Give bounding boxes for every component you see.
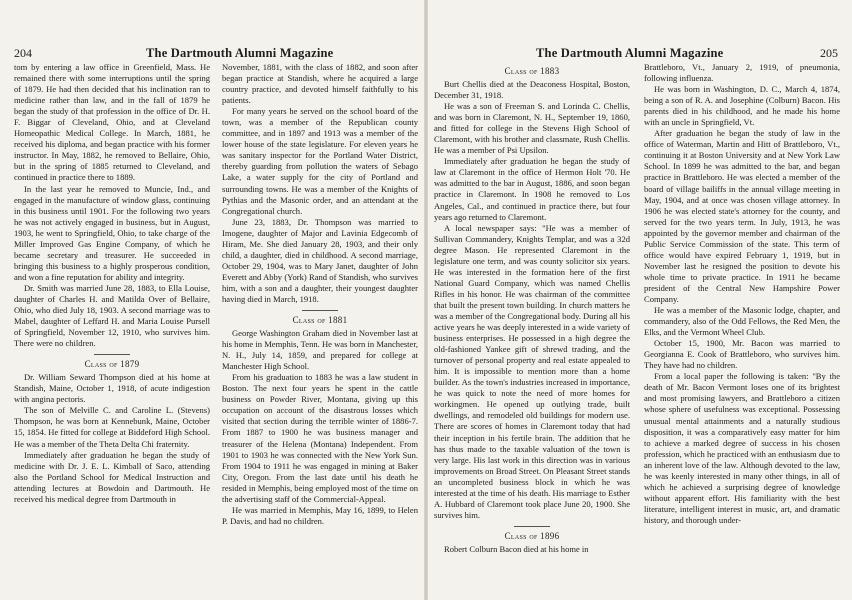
paragraph: June 23, 1883, Dr. Thompson was married to Imogene, daughter of Major and Lavinia Edgecomb of Hiram, Me. She died January 28, 1903, and their only child, a daughter, died in childhood. A second marriage, October 29, 1904, was to Mary Janet, daughter of John Everett and Abby (York) Rand of Standish, who survives him, with a son and a daughter, their youngest daughter having died in March, 1918. xyxy=(222,216,418,304)
paragraph: After graduation he began the study of law in the office of Waterman, Martin and Hitt of Brattleboro, Vt., continuing it at Boston University and at New York Law School. In 1899 he was admitted to the bar, and began practice in Brattleboro. He was elected a member of the board of village bailiffs in the annual village meeting in May, 1904, and at once was chosen village attorney. In 1906 he was elected state's attorney for the county, and served for the two years term. In July, 1913, he was appointed by the governor member and chairman of the Public Service Commission of the state. This term of office would have expired February 1, 1919, but in November last he resigned the position to devote his whole time to private practice. In 1911 he became president of the Central New Hampshire Power Company. xyxy=(644,128,840,304)
paragraph: Brattleboro, Vt., January 2, 1919, of pneumonia, following influenza. xyxy=(644,62,840,84)
paragraph: November, 1881, with the class of 1882, and soon after began practice at Standish, where he acquired a large country practice, and devoted himself faithfully to his patients. xyxy=(222,62,418,106)
right-column-2 xyxy=(644,62,840,596)
right-column-1 xyxy=(434,62,630,596)
class-heading: Class of 1881 xyxy=(292,315,348,326)
paragraph: He was born in Washington, D. C., March 4, 1874, being a son of R. A. and Josephine (Colburn) Bacon. His parents died in his childhood, and he made his home with an uncle in Springfield, Vt. xyxy=(644,84,840,128)
left-page-header xyxy=(0,46,426,62)
class-heading: Class of 1879 xyxy=(84,359,140,370)
class-heading: Class of 1896 xyxy=(504,530,560,541)
paragraph: He was a son of Freeman S. and Lorinda C. Chellis, and was born in Claremont, N. H., September 19, 1860, and fitted for college in the Stevens High School of Claremont, with his brother and classmate, Rush Chellis. He was a member of Psi Upsilon. xyxy=(434,101,630,156)
right-page xyxy=(426,0,852,600)
paragraph: The son of Melville C. and Caroline L. (Stevens) Thompson, he was born at Kennebunk, Maine, October 15, 1854. He fitted for college at Biddeford High School. He was a member of the Theta Delta Chi fraternity. xyxy=(14,405,210,449)
paragraph: Dr. Smith was married June 28, 1883, to Ella Louise, daughter of Charles H. and Matilda Over of Bellaire, Ohio, who died July 18, 1903. A second marriage was to Mabel, daughter of Leffard H. and Maria Louise Pursell of Springfield, November 12, 1910, who survives him. There were no children. xyxy=(14,282,210,349)
paragraph: Dr. William Seward Thompson died at his home at Standish, Maine, October 1, 1918, of acute indigestion with angina pectoris. xyxy=(14,372,210,405)
paragraph: George Washington Graham died in November last at his home in Memphis, Tenn. He was born in Manchester, N. H., July 14, 1859, and prepared for college at Manchester High School. xyxy=(222,328,418,372)
paragraph: A local newspaper says: "He was a member of Sullivan Commandery, Knights Templar, and was a 32d degree Mason. He represented Claremont in the legislature one term, and was county solicitor six years. He was interested in the formation here of the first National Guard Company, which was named Chellis Rifles in his honor. He was chairman of the committee that built the present town building. In church matters he was a member of the Congregational body. During all his active years he was deeply interested in a wide variety of business enterprises. He possessed in a high degree the old-fashioned Yankee gift of shrewd trading, and the turnover of personal property and real estate appealed to him. It is impossible to mention more than a home builder. As the town's industries increased in importance, he was quick to note the need of more homes for workingmen. He opened up outlying trade, built dwellings, and remodeled old buildings for modern use. There are scores of homes in Claremont today that had their inception in his fertile brain. The addition that he has thus made to the taxable valuation of the town is very large. His last work in this direction was in various improvements on Broad Street. On Pleasant Street stands an uncompleted business block in which he was interested at the time of his death. His marriage to Esther A. Hubbard of Claremont took place June 20, 1900. She survives him. xyxy=(434,222,630,520)
left-column-1 xyxy=(14,62,210,596)
paragraph: October 15, 1900, Mr. Bacon was married to Georgianna E. Cook of Brattleboro, who survives him. They have had no children. xyxy=(644,338,840,371)
paragraph: Immediately after graduation he began the study of medicine with Dr. J. E. L. Kimball of Saco, attending also the Portland School for Medical Instruction and attending lectures at Bowdoin and Dartmouth. He received his medical degree from Dartmouth in xyxy=(14,449,210,504)
right-page-running-title: The Dartmouth Alumni Magazine xyxy=(536,46,724,60)
paragraph: From a local paper the following is taken: "By the death of Mr. Bacon Vermont loses one of its brightest and most promising lawyers, and Brattleboro a citizen whose sphere of usefulness was exceptional. Possessing unusual mental attainments and a naturally studious disposition, it was a comparatively easy matter for him to achieve a marked degree of success in his chosen profession, which he practiced with an enthusiasm due to an inherent love of the law. Although devoted to the law, he was keenly interested in many other things, in all of which he achieved a surprising degree of knowledge without apparent effort. His familiarity with the best literature, intelligent interest in music, art, and dramatic history, and thorough under- xyxy=(644,371,840,525)
paragraph: Burt Chellis died at the Deaconess Hospital, Boston, December 31, 1918. xyxy=(434,79,630,101)
class-heading: Class of 1883 xyxy=(504,66,560,76)
paragraph: He was a member of the Masonic lodge, chapter, and commandery, also of the Odd Fellows, the Red Men, the Elks, and the Vermont Wheel Club. xyxy=(644,305,840,338)
paragraph: Immediately after graduation he began the study of law at Claremont in the office of Hermon Holt '70. He was admitted to the bar in August, 1886, and soon began practice in Claremont. In 1908 he removed to Los Angeles, Cal., and continued in practice there, but four years ago returned to Claremont. xyxy=(434,156,630,222)
section-divider xyxy=(94,354,130,355)
left-page-number: 204 xyxy=(14,46,32,60)
section-divider xyxy=(302,310,338,311)
paragraph: tom by entering a law office in Greenfield, Mass. He remained there with some interruptions until the spring of 1879. He had then decided that his inclination ran to medicine rather than law, and in the fall of 1879 he began the study of that profession in the office of Dr. H. F. Biggar of Cleveland, Ohio, and at Cleveland Homeopathic Medical College. In March, 1881, he received his diploma, and began practice with his former instructor. In May, 1882, he removed to Bellaire, Ohio, but in the spring of 1885 returned to Cleveland, and continued in practice there to 1889. xyxy=(14,62,210,183)
left-column-2 xyxy=(222,62,418,596)
right-page-number: 205 xyxy=(820,46,838,60)
paragraph: For many years he served on the school board of the town, was a member of the Republican county committee, and in 1897 and 1913 was a member of the lower house of the state legislature. For eleven years he was sanitary inspector for the Portland Water District, thereby guarding from pollution the waters of Sebago Lake, a water supply for the city of Portland and surrounding towns. He was a member of the Knights of Pythias and the Masonic order, and an attendant at the Congregational church. xyxy=(222,106,418,216)
paragraph: From his graduation to 1883 he was a law student in Boston. The next four years he spent in the cattle business on Powder River, Montana, giving up this occupation on account of the disastrous losses which visited that section during the terrible winter of 1886-7. From 1887 to 1900 he was business manager and treasurer of the Helena (Montana) Independent. From 1901 to 1903 he was connected with the New York Sun. From 1904 to 1911 he was engaged in mining at Baker City, Oregon. From the last date until his death he resided in Memphis, being employed most of the time on the advertising staff of the Commercial-Appeal. xyxy=(222,372,418,504)
left-page-running-title: The Dartmouth Alumni Magazine xyxy=(146,46,334,60)
paragraph: Robert Colburn Bacon died at his home in xyxy=(444,543,589,554)
section-divider xyxy=(514,526,550,527)
right-page-header xyxy=(426,46,852,62)
paragraph: In the last year he removed to Muncie, Ind., and engaged in the manufacture of window glass, continuing in this business until 1901. For the following two years he was not actively engaged in business, but in August, 1903, he went to Springfield, Ohio, to take charge of the Miller Improved Gas Engine Company, of which he became secretary and treasurer. He succeeded in bringing this business to a highly prosperous condition, and won a fine reputation for ability and integrity. xyxy=(14,183,210,282)
paragraph: He was married in Memphis, May 16, 1899, to Helen P. Davis, and had no children. xyxy=(222,504,418,526)
